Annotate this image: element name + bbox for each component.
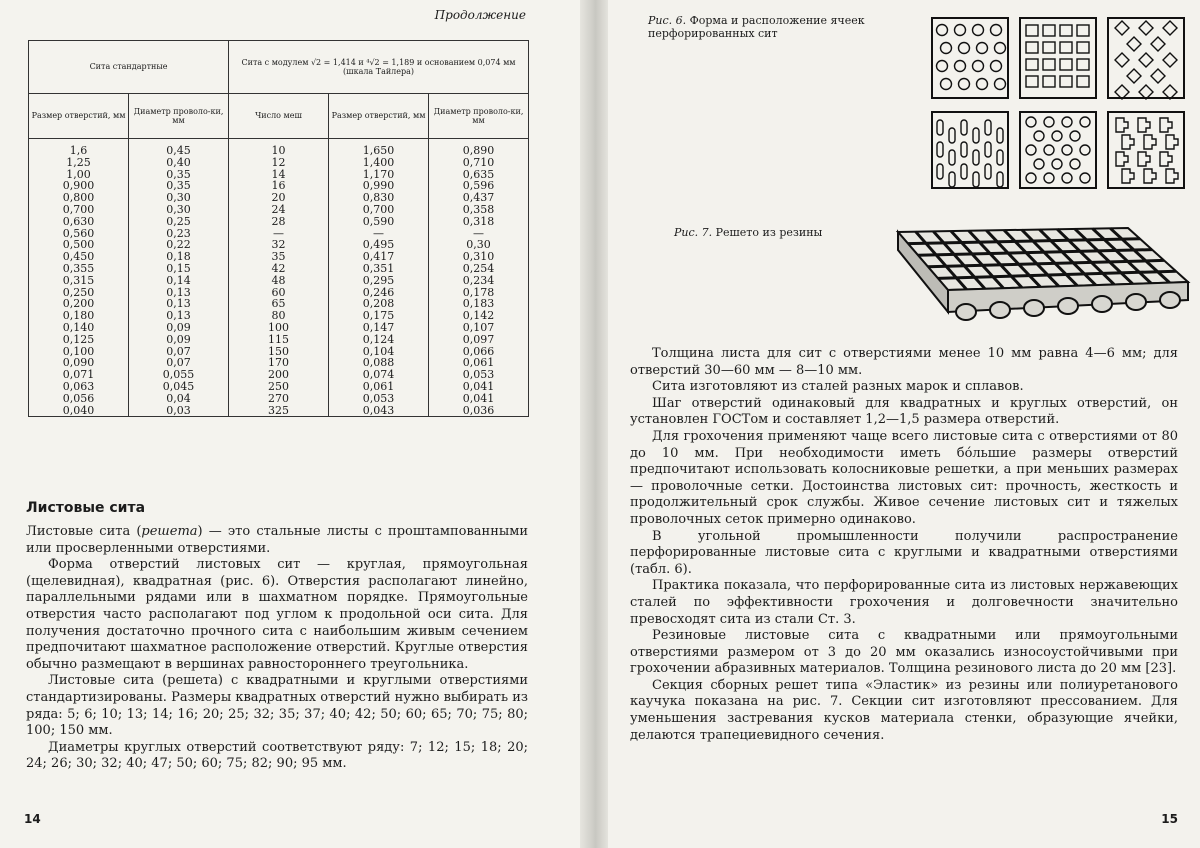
table-cell: 14 xyxy=(229,169,329,181)
table-cell: 0,590 xyxy=(329,216,429,228)
book-gutter xyxy=(580,0,608,848)
table-cell: 0,254 xyxy=(429,263,529,275)
table-cell: 0,125 xyxy=(29,334,129,346)
table-cell: 0,053 xyxy=(429,369,529,381)
paragraph: Сита изготовляют из сталей разных марок и сплавов. xyxy=(652,379,1024,395)
table-cell: 35 xyxy=(229,251,329,263)
table-cell: 0,053 xyxy=(329,393,429,405)
table-cell: 0,043 xyxy=(329,405,429,417)
table-cell: 0,088 xyxy=(329,357,429,369)
table-cell: 0,315 xyxy=(29,275,129,287)
table-cell: 0,700 xyxy=(329,204,429,216)
page-number-right: 15 xyxy=(1161,812,1178,826)
table-body xyxy=(29,139,529,417)
table-cell: 0,25 xyxy=(129,216,229,228)
table-cell: 0,066 xyxy=(429,346,529,358)
table-column-header: Размер отверстий, мм xyxy=(329,94,429,139)
table-cell: 0,200 xyxy=(29,298,129,310)
table-cell: 0,13 xyxy=(129,310,229,322)
paragraph: Толщина листа для сит с отверстиями менее 10 мм равна 4—6 мм; для отверстий 30—60 мм — 8—10 мм. xyxy=(630,346,1178,378)
table-cell: 0,23 xyxy=(129,228,229,240)
table-cell: 0,417 xyxy=(329,251,429,263)
figure-6-caption xyxy=(648,14,918,40)
table-cell: 48 xyxy=(229,275,329,287)
right-body-text xyxy=(630,346,1178,744)
table-cell: 42 xyxy=(229,263,329,275)
table-cell: 0,142 xyxy=(429,310,529,322)
table-row xyxy=(29,275,529,287)
table-cell: 250 xyxy=(229,381,329,393)
section-title: Листовые сита xyxy=(26,500,146,516)
table-column-header: Размер отверстий, мм xyxy=(29,94,129,139)
table-cell: 0,180 xyxy=(29,310,129,322)
table-cell: 0,295 xyxy=(329,275,429,287)
table-cell: 0,14 xyxy=(129,275,229,287)
table-cell: 0,07 xyxy=(129,346,229,358)
table-row xyxy=(29,139,529,157)
paragraph: В угольной промышленности получили распространение перфорированные листовые сита с круглыми и квадратными отверстиями (табл. 6). xyxy=(630,528,1178,577)
figure-7-label: Рис. 7. xyxy=(674,226,713,239)
table-cell: 0,890 xyxy=(429,139,529,157)
table-cell: — xyxy=(329,228,429,240)
figure-7-rubber-screen xyxy=(888,220,1198,340)
table-cell: 0,147 xyxy=(329,322,429,334)
table-cell: 0,35 xyxy=(129,169,229,181)
table-cell: 0,056 xyxy=(29,393,129,405)
table-cell: 0,351 xyxy=(329,263,429,275)
figure-6-label: Рис. 6. xyxy=(648,14,687,27)
table-cell: 0,500 xyxy=(29,239,129,251)
figure-6-caption-text: Форма и расположение ячеек перфорированных сит xyxy=(648,14,865,40)
table-cell: 1,6 xyxy=(29,139,129,157)
table-cell: 0,630 xyxy=(29,216,129,228)
table-cell: 0,104 xyxy=(329,346,429,358)
table-row xyxy=(29,405,529,417)
table-cell: 0,175 xyxy=(329,310,429,322)
table-row xyxy=(29,393,529,405)
panel-round-holes-staggered xyxy=(1020,112,1096,188)
table-cell: 65 xyxy=(229,298,329,310)
table-cell: 10 xyxy=(229,139,329,157)
table-cell: 0,560 xyxy=(29,228,129,240)
table-row xyxy=(29,263,529,275)
table-cell: 1,170 xyxy=(329,169,429,181)
table-cell: 0,40 xyxy=(129,157,229,169)
table-cell: 0,107 xyxy=(429,322,529,334)
table-cell: 1,650 xyxy=(329,139,429,157)
table-cell: 0,45 xyxy=(129,139,229,157)
table-cell: 0,045 xyxy=(129,381,229,393)
table-cell: 0,990 xyxy=(329,180,429,192)
table-cell: 12 xyxy=(229,157,329,169)
table-cell: 80 xyxy=(229,310,329,322)
paragraph: Листовые сита (решета) с квадратными и круглыми отверстиями стандартизированы. Размеры квадратных отверстий нужно выбирать из ряда: 5; 6; 10; 13; 14; 16; 20; 25; 32; 35; 37; 40; 42; 50; 60; 65; 70; 75; 80; 100; 150 мм. xyxy=(26,673,528,739)
table-column-header: Диаметр проволо-ки, мм xyxy=(129,94,229,139)
table-cell: 1,00 xyxy=(29,169,129,181)
table-cell: 0,041 xyxy=(429,381,529,393)
table-cell: 100 xyxy=(229,322,329,334)
table-row xyxy=(29,204,529,216)
table-cell: 0,03 xyxy=(129,405,229,417)
table-cell: 24 xyxy=(229,204,329,216)
table-cell: 325 xyxy=(229,405,329,417)
table-cell: 0,596 xyxy=(429,180,529,192)
table-cell: 0,635 xyxy=(429,169,529,181)
table-cell: 0,061 xyxy=(429,357,529,369)
table-cell: 270 xyxy=(229,393,329,405)
table-cell: 0,090 xyxy=(29,357,129,369)
table-cell: 0,09 xyxy=(129,334,229,346)
table-row xyxy=(29,322,529,334)
table-cell: 0,183 xyxy=(429,298,529,310)
table-cell: 0,04 xyxy=(129,393,229,405)
table-cell: 0,30 xyxy=(129,204,229,216)
table-cell: 0,35 xyxy=(129,180,229,192)
table-cell: 0,09 xyxy=(129,322,229,334)
table-cell: 0,700 xyxy=(29,204,129,216)
table-cell: 0,07 xyxy=(129,357,229,369)
table-cell: 20 xyxy=(229,192,329,204)
table-row xyxy=(29,381,529,393)
table-cell: 150 xyxy=(229,346,329,358)
panel-round-holes-grid xyxy=(932,18,1008,98)
figure-7-caption xyxy=(674,226,874,239)
table-cell: 0,318 xyxy=(429,216,529,228)
table-cell: 0,246 xyxy=(329,287,429,299)
table-cell: 0,097 xyxy=(429,334,529,346)
paragraph: Листовые сита (решета) — это стальные листы с проштампованными или просверленными отверстиями. xyxy=(26,524,528,556)
left-page xyxy=(0,0,580,848)
table-group-header: Сита с модулем √2 = 1,414 и ⁴√2 = 1,189 и основанием 0,074 мм (шкала Тайлера) xyxy=(229,41,529,94)
table-cell: 0,124 xyxy=(329,334,429,346)
table-cell: 0,15 xyxy=(129,263,229,275)
table-cell: 0,355 xyxy=(29,263,129,275)
table-cell: 0,040 xyxy=(29,405,129,417)
page-number-left: 14 xyxy=(24,812,41,826)
table-cell: 0,495 xyxy=(329,239,429,251)
paragraph: Шаг отверстий одинаковый для квадратных и круглых отверстий, он установлен ГОСТом и составляет 1,2—1,5 размера отверстий. xyxy=(630,395,1178,428)
figure-7-caption-text: Решето из резины xyxy=(712,226,823,239)
table-cell: 0,30 xyxy=(429,239,529,251)
table-cell: 16 xyxy=(229,180,329,192)
table-cell: 1,400 xyxy=(329,157,429,169)
table-cell: 1,25 xyxy=(29,157,129,169)
left-body-text xyxy=(26,524,528,773)
table-cell: 0,30 xyxy=(129,192,229,204)
table-cell: 0,710 xyxy=(429,157,529,169)
table-cell: 0,13 xyxy=(129,298,229,310)
paragraph: Резиновые листовые сита с квадратными или прямоугольными отверстиями размером от 3 до 20 мм оказались износоустойчивыми при грохочении абразивных материалов. Толщина резинового листа до 20 мм [23]. xyxy=(630,628,1178,677)
table-cell: 0,208 xyxy=(329,298,429,310)
table-cell: 0,22 xyxy=(129,239,229,251)
table-cell: 0,063 xyxy=(29,381,129,393)
table-cell: 170 xyxy=(229,357,329,369)
table-row xyxy=(29,157,529,169)
right-page xyxy=(608,0,1200,848)
table-cell: 0,800 xyxy=(29,192,129,204)
table-row xyxy=(29,334,529,346)
panel-square-holes-grid xyxy=(1020,18,1096,98)
table-cell: 0,061 xyxy=(329,381,429,393)
table-cell: 32 xyxy=(229,239,329,251)
table-cell: 0,450 xyxy=(29,251,129,263)
table-cell: 0,041 xyxy=(429,393,529,405)
table-cell: 0,036 xyxy=(429,405,529,417)
table-group-header: Сита стандартные xyxy=(29,41,229,94)
table-cell: — xyxy=(229,228,329,240)
paragraph: Для грохочения применяют чаще всего листовые сита с отверстиями от 80 до 10 мм. При необходимости иметь бо́льшие размеры отверстий предпочитают использовать колосниковые решетки, а при меньших размерах — проволочные сетки. Достоинства листовых сит: прочность, жесткость и продолжительный срок службы. Живое сечение листовых сит и тяжелых проволочных сеток примерно одинаково. xyxy=(630,428,1178,527)
table-cell: 115 xyxy=(229,334,329,346)
table-cell: — xyxy=(429,228,529,240)
panel-diamond-holes xyxy=(1108,18,1184,98)
table-cell: 0,437 xyxy=(429,192,529,204)
table-cell: 0,18 xyxy=(129,251,229,263)
table-cell: 0,234 xyxy=(429,275,529,287)
table-row xyxy=(29,216,529,228)
table-cell: 0,900 xyxy=(29,180,129,192)
table-cell: 200 xyxy=(229,369,329,381)
table-cell: 0,358 xyxy=(429,204,529,216)
paragraph: Форма отверстий листовых сит — круглая, прямоугольная (щелевидная), квадратная (рис. 6). Отверстия располагают линейно, параллельными рядами или в шахматном порядке. Прямоугольные отверстия часто располагают под углом к продольной оси сита. Для получения достаточно прочного сита с наибольшим живым сечением предпочитают шахматное расположение отверстий. Круглые отверстия обычно размещают в вершинах равностороннего треугольника. xyxy=(26,557,528,672)
table-cell: 0,250 xyxy=(29,287,129,299)
table-cell: 0,100 xyxy=(29,346,129,358)
table-cell: 28 xyxy=(229,216,329,228)
table-cell: 0,055 xyxy=(129,369,229,381)
table-cell: 60 xyxy=(229,287,329,299)
table-cell: 0,13 xyxy=(129,287,229,299)
table-column-header: Число меш xyxy=(229,94,329,139)
paragraph: Секция сборных решет типа «Эластик» из резины или полиуретанового каучука показана на рис. 7. Секции сит изготовляют прессованием. Для уменьшения застревания кусков материала стенки, образующие ячейки, делаются трапециевидного сечения. xyxy=(630,677,1178,743)
paragraph: Практика показала, что перфорированные сита из листовых нержавеющих сталей по эффективности грохочения и долговечности значительно превосходят сита из стали Ст. 3. xyxy=(630,578,1178,627)
table-cell: 0,071 xyxy=(29,369,129,381)
table-cell: 0,310 xyxy=(429,251,529,263)
sieve-table xyxy=(28,40,529,417)
paragraph: Диаметры круглых отверстий соответствуют ряду: 7; 12; 15; 18; 20; 24; 26; 30; 32; 40; 47; 50; 60; 75; 82; 90; 95 мм. xyxy=(26,739,528,772)
figure-6-perforation-patterns xyxy=(928,12,1188,190)
table-cell: 0,074 xyxy=(329,369,429,381)
table-cell: 0,140 xyxy=(29,322,129,334)
table-cell: 0,830 xyxy=(329,192,429,204)
table-column-header: Диаметр проволо-ки, мм xyxy=(429,94,529,139)
table-cell: 0,178 xyxy=(429,287,529,299)
continued-label: Продолжение xyxy=(434,8,526,22)
